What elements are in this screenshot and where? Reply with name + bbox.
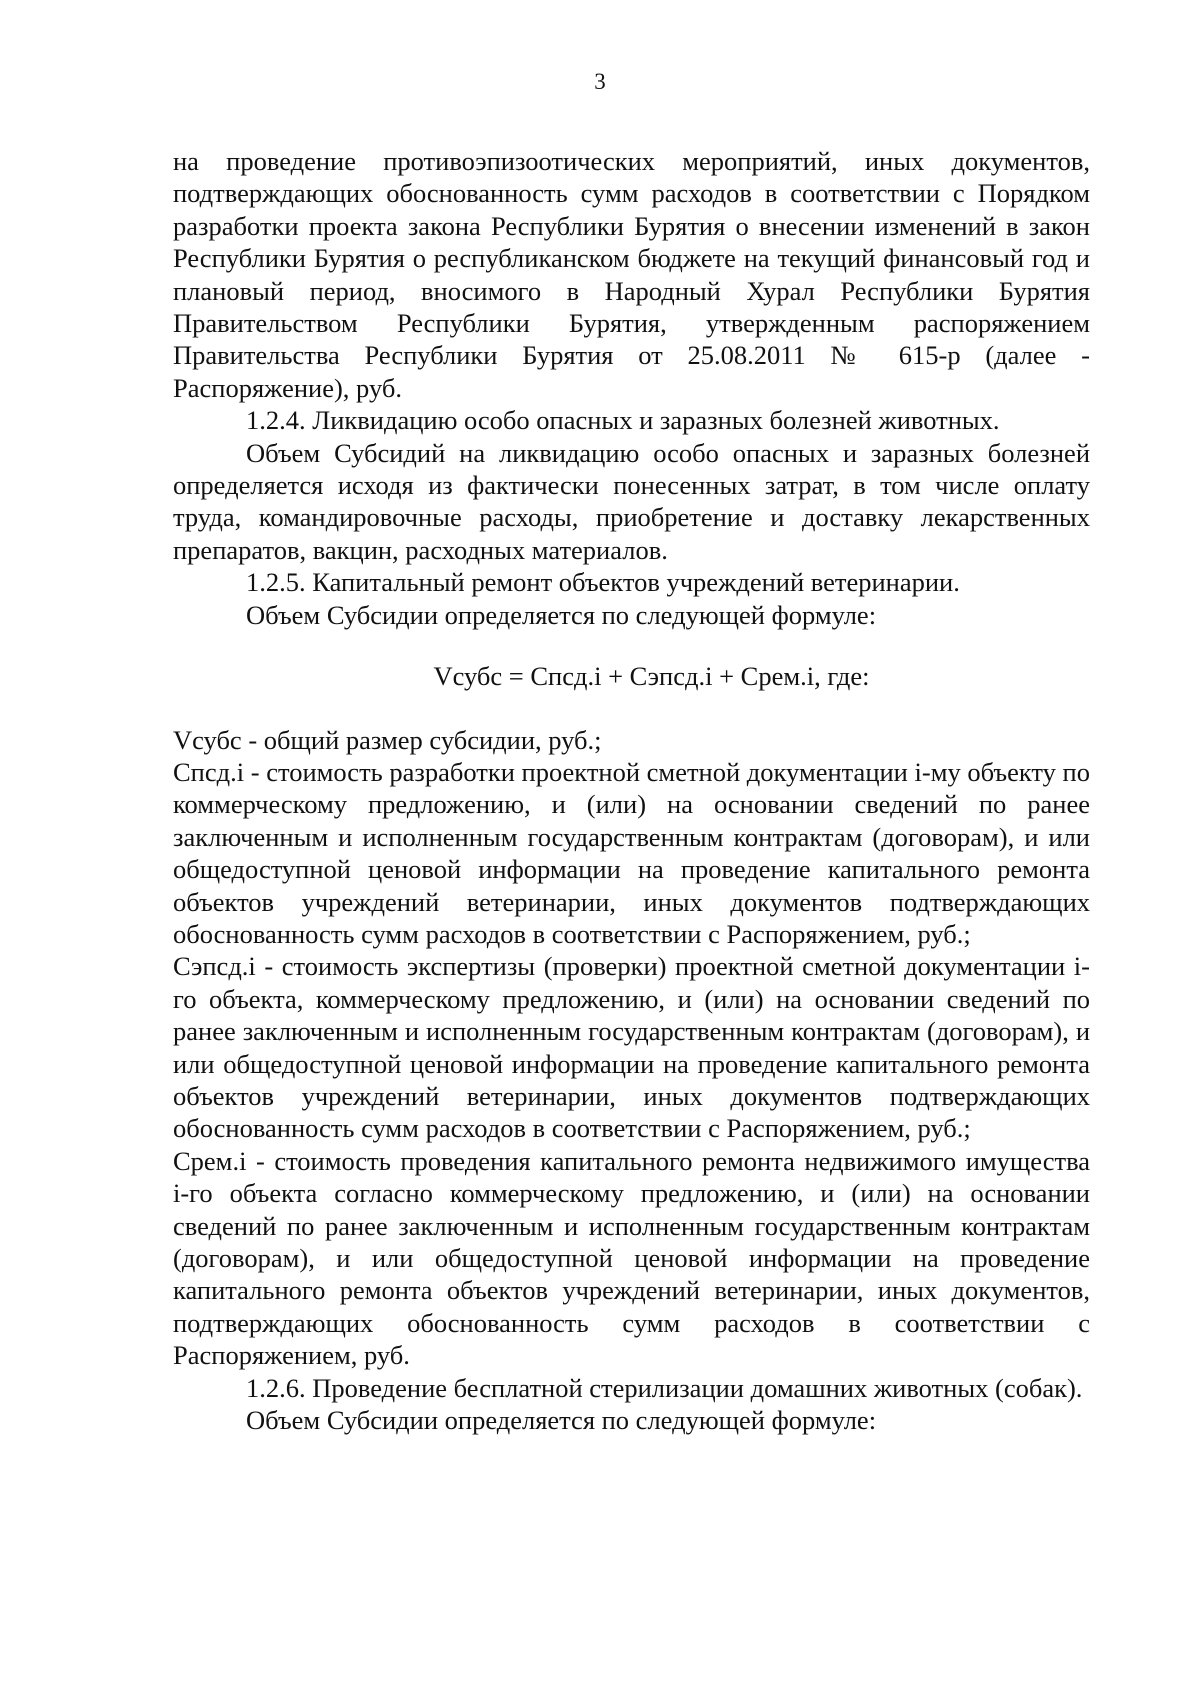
section-1-2-4-heading: 1.2.4. Ликвидацию особо опасных и заразных болезней животных. <box>246 405 1000 436</box>
definition-sepsd: Сэпсд.i - стоимость экспертизы (проверки) проектной сметной документации i-го объекта, коммерческому предложению, и (или) на основании сведений по ранее заключенным и исполненным государственным контрактам (договорам), и или общедоступной ценовой информации на проведение капитального ремонта объектов учреждений ветеринарии, иных документов подтверждающих обоснованность сумм расходов в соответствии с Распоряжением, руб.; <box>173 951 1090 1144</box>
section-1-2-4-text: Объем Субсидий на ликвидацию особо опасных и заразных болезней определяется исходя из фактически понесенных затрат, в том числе оплату труда, командировочные расходы, приобретение и доставку лекарственных препаратов, вакцин, расходных материалов. <box>173 437 1090 565</box>
intro-paragraph: на проведение противоэпизоотических мероприятий, иных документов, подтверждающих обоснованность сумм расходов в соответствии с Порядком разработки проекта закона Республики Бурятия о внесении изменений в закон Республики Бурятия о республиканском бюджете на текущий финансовый год и плановый период, вносимого в Народный Хурал Республики Бурятия Правительством Республики Бурятия, утвержденным распоряжением Правительства Республики Бурятия от 25.08.2011 № 615-р (далее - Распоряжение), руб. <box>173 146 1090 403</box>
subsidy-formula: Vсубс = Спсд.i + Сэпсд.i + Срем.i, где: <box>433 661 870 692</box>
page-number: 3 <box>594 69 606 94</box>
definition-vsubs: Vсубс - общий размер субсидии, руб.; <box>173 724 602 755</box>
definition-spsd: Спсд.i - стоимость разработки проектной сметной документации i-му объекту по коммерческому предложению, и (или) на основании сведений по ранее заключенным и исполненным государственным контрактам (договорам), и или общедоступной ценовой информации на проведение капитального ремонта объектов учреждений ветеринарии, иных документов подтверждающих обоснованность сумм расходов в соответствии с Распоряжением, руб.; <box>173 756 1090 949</box>
document-body <box>173 145 1090 1436</box>
section-1-2-6-text: Объем Субсидии определяется по следующей формуле: <box>246 1405 877 1436</box>
section-1-2-6-heading: 1.2.6. Проведение бесплатной стерилизации домашних животных (собак). <box>246 1372 1083 1403</box>
definition-srem: Срем.i - стоимость проведения капитального ремонта недвижимого имущества i-го объекта согласно коммерческому предложению, и (или) на основании сведений по ранее заключенным и исполненным государственным контрактам (договорам), и или общедоступной ценовой информации на проведение капитального ремонта объектов учреждений ветеринарии, иных документов, подтверждающих обоснованность сумм расходов в соответствии с Распоряжением, руб. <box>173 1145 1090 1371</box>
section-1-2-5-heading: 1.2.5. Капитальный ремонт объектов учреждений ветеринарии. <box>246 567 960 598</box>
section-1-2-5-text: Объем Субсидии определяется по следующей формуле: <box>246 599 877 630</box>
